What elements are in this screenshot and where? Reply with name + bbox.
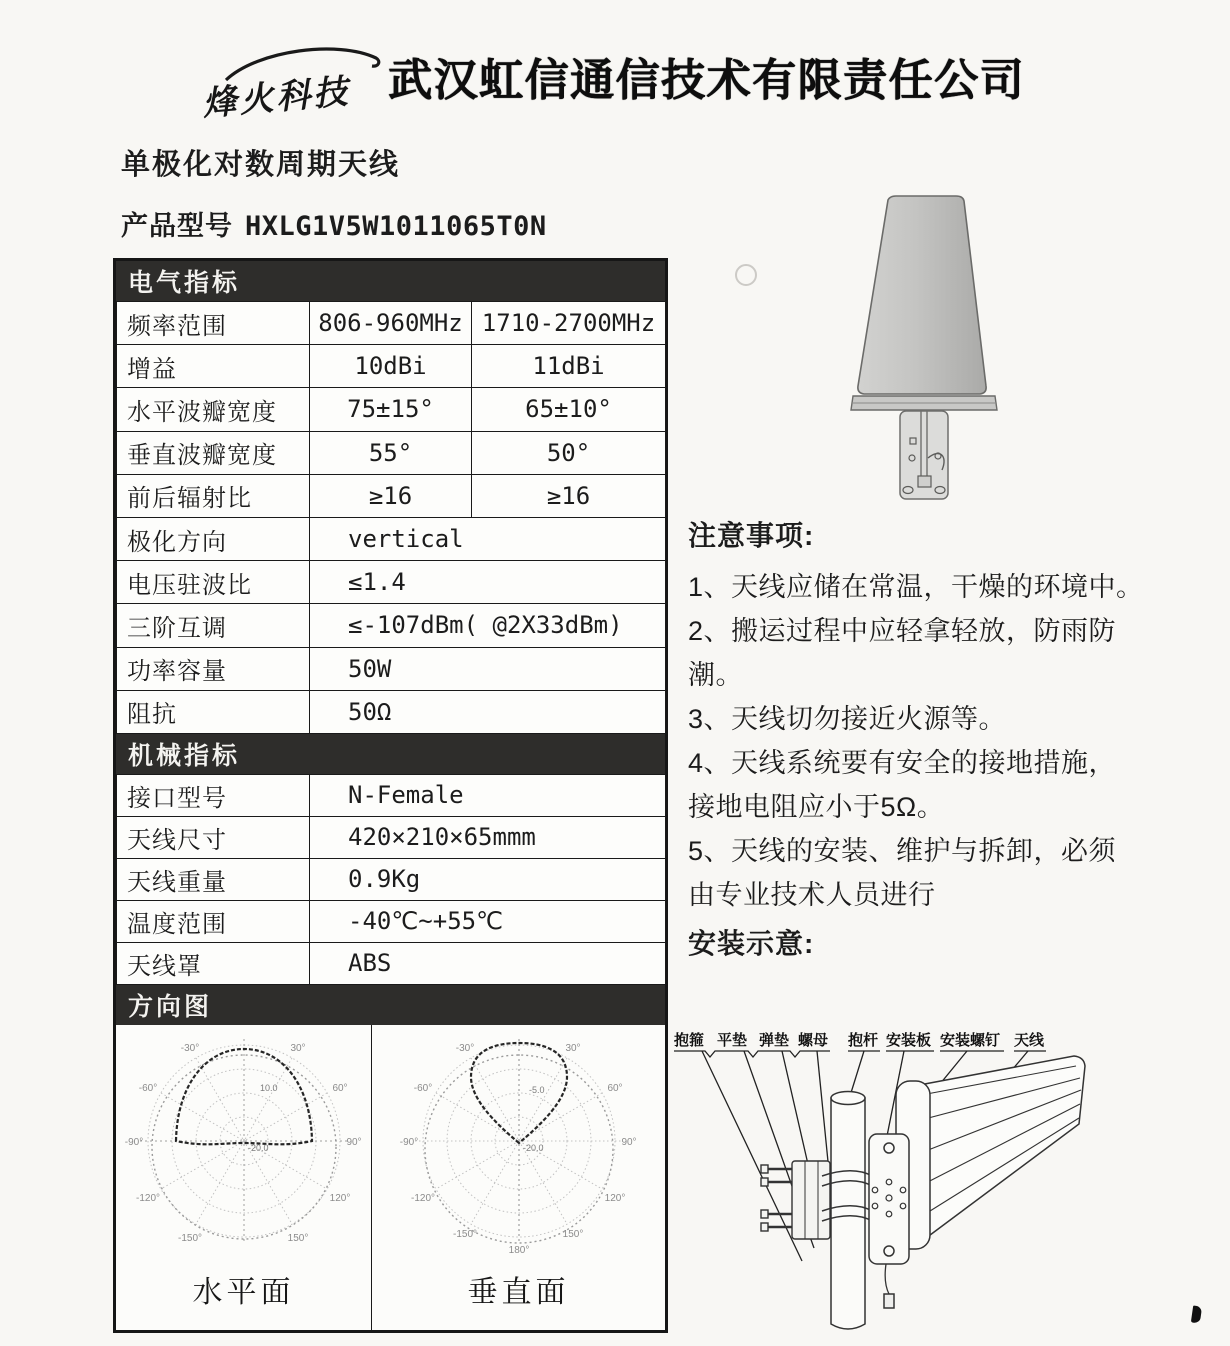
label-clamp: 抱箍 <box>674 1032 705 1049</box>
spec-value: -40℃~+55℃ <box>310 900 666 942</box>
label-antenna: 天线 <box>1014 1032 1045 1049</box>
spec-label: 功率容量 <box>117 647 310 690</box>
spec-value-low: 55° <box>310 431 472 474</box>
spec-label: 温度范围 <box>117 900 310 942</box>
spec-value: 50W <box>310 647 666 690</box>
angle-label: 30° <box>564 1042 581 1054</box>
label-flat-washer: 平垫 <box>717 1032 748 1049</box>
angle-label: 150° <box>287 1232 308 1244</box>
angle-label: 60° <box>331 1082 348 1094</box>
spec-value-low: 75±15° <box>310 388 472 431</box>
section-header-mechanical: 机械指标 <box>116 734 665 774</box>
feed-line <box>885 1264 889 1294</box>
angle-label: -90° <box>124 1136 143 1148</box>
spec-value-high: 1710-2700MHz <box>472 302 666 345</box>
table-row <box>117 647 666 690</box>
spec-value-high: ≥16 <box>472 474 666 517</box>
table-row <box>117 816 666 858</box>
table-row <box>117 942 666 984</box>
angle-label: 120° <box>329 1192 350 1204</box>
angle-label: -150° <box>452 1228 477 1240</box>
angle-label: -150° <box>177 1232 202 1244</box>
angle-label: 90° <box>620 1136 637 1148</box>
table-row <box>117 604 666 647</box>
table-row <box>117 900 666 942</box>
radial-label: -20.0 <box>247 1142 269 1153</box>
install-title: 安装示意: <box>688 928 815 959</box>
product-title: 单极化对数周期天线 <box>121 149 401 181</box>
vertical-pattern-plot <box>395 1031 643 1265</box>
angle-label: 120° <box>604 1192 625 1204</box>
radiation-pattern-charts <box>116 1025 665 1330</box>
note-line: 潮。 <box>688 659 743 690</box>
spec-value-high: 65±10° <box>472 388 666 431</box>
electrical-spec-table <box>116 301 666 734</box>
spec-value: ≤1.4 <box>310 561 666 604</box>
company-logo <box>198 40 388 124</box>
table-row <box>117 561 666 604</box>
angle-label: -60° <box>138 1082 157 1094</box>
table-row <box>117 431 666 474</box>
radial-label: -20.0 <box>522 1142 544 1153</box>
spec-value: ≤-107dBm( @2X33dBm) <box>310 604 666 647</box>
angle-label: -120° <box>135 1192 160 1204</box>
table-row <box>117 302 666 345</box>
label-pole: 抱杆 <box>848 1032 879 1049</box>
section-header-pattern: 方向图 <box>116 985 665 1025</box>
spec-value-low: 10dBi <box>310 345 472 388</box>
antenna-front-view <box>838 190 1018 520</box>
spec-value: N-Female <box>310 774 666 816</box>
note-line: 1、天线应储在常温，干燥的环境中。 <box>688 571 1144 602</box>
installation-diagram <box>672 1026 1220 1342</box>
note-line: 4、天线系统要有安全的接地措施， <box>688 747 1117 778</box>
spec-value: vertical <box>310 517 666 560</box>
antenna-side-view <box>896 1056 1085 1249</box>
table-row <box>117 774 666 816</box>
notes-title: 注意事项: <box>688 520 815 551</box>
scan-artifact-stamp <box>735 264 757 286</box>
label-mount-screw: 安装螺钉 <box>940 1032 1001 1049</box>
spec-label: 天线罩 <box>117 942 310 984</box>
spec-value: ABS <box>310 942 666 984</box>
secondary-pattern-curve <box>152 1055 336 1239</box>
angle-label: 60° <box>606 1082 623 1094</box>
angle-label: -90° <box>399 1136 418 1148</box>
note-line: 3、天线切勿接近火源等。 <box>688 703 1007 734</box>
vertical-pattern-cell <box>372 1025 665 1330</box>
vertical-pattern-caption: 垂直面 <box>467 1275 570 1309</box>
angle-label: -30° <box>180 1042 199 1054</box>
company-name: 武汉虹信通信技术有限责任公司 <box>388 56 1025 105</box>
angle-label: 180° <box>508 1244 529 1256</box>
spec-label: 天线重量 <box>117 858 310 900</box>
horizontal-pattern-cell <box>116 1025 372 1330</box>
spec-label: 电压驻波比 <box>117 561 310 604</box>
notes-section <box>688 514 1200 962</box>
angle-label: 30° <box>289 1042 306 1054</box>
spec-value-high: 11dBi <box>472 345 666 388</box>
note-line: 2、搬运过程中应轻拿轻放，防雨防 <box>688 615 1117 646</box>
label-mount-plate: 安装板 <box>886 1032 932 1049</box>
horizontal-pattern-plot <box>120 1031 368 1265</box>
connector <box>918 476 931 487</box>
table-row <box>117 474 666 517</box>
product-model-row <box>121 204 547 243</box>
note-line: 5、天线的安装、维护与拆卸，必须 <box>688 835 1117 866</box>
mounting-pole <box>831 1092 865 1330</box>
angle-label: 150° <box>562 1228 583 1240</box>
radial-label: -5.0 <box>528 1084 545 1095</box>
horizontal-pattern-caption: 水平面 <box>192 1275 295 1309</box>
spec-box <box>113 258 668 1333</box>
model-value: HXLG1V5W1011065T0N <box>245 211 547 242</box>
table-row <box>117 345 666 388</box>
spec-label: 阻抗 <box>117 690 310 733</box>
radome-shape <box>858 196 986 394</box>
note-line: 接地电阻应小于5Ω。 <box>688 791 945 822</box>
spec-value-high: 50° <box>472 431 666 474</box>
spec-value: 420×210×65mmm <box>310 816 666 858</box>
section-header-electrical: 电气指标 <box>116 261 665 301</box>
angle-label: -30° <box>455 1042 474 1054</box>
mounting-plate <box>869 1134 909 1308</box>
spec-label: 增益 <box>117 345 310 388</box>
spec-value: 0.9Kg <box>310 858 666 900</box>
table-row <box>117 690 666 733</box>
spec-label: 天线尺寸 <box>117 816 310 858</box>
logo-text: 烽火科技 <box>200 71 352 125</box>
spec-label: 三阶互调 <box>117 604 310 647</box>
label-spring-washer: 弹垫 <box>759 1032 790 1049</box>
spec-label: 接口型号 <box>117 774 310 816</box>
main-lobe-curve <box>471 1043 567 1143</box>
spec-value-low: 806-960MHz <box>310 302 472 345</box>
angle-label: -60° <box>413 1082 432 1094</box>
spec-label: 前后辐射比 <box>117 474 310 517</box>
spec-value: 50Ω <box>310 690 666 733</box>
label-nut: 螺母 <box>798 1032 829 1049</box>
table-row <box>117 388 666 431</box>
note-line: 由专业技术人员进行 <box>688 879 936 910</box>
spec-label: 频率范围 <box>117 302 310 345</box>
table-row <box>117 858 666 900</box>
radial-label: 10.0 <box>259 1082 278 1093</box>
spec-label: 垂直波瓣宽度 <box>117 431 310 474</box>
spec-label: 极化方向 <box>117 517 310 560</box>
angle-label: 90° <box>345 1136 362 1148</box>
table-row <box>117 517 666 560</box>
spec-label: 水平波瓣宽度 <box>117 388 310 431</box>
connector <box>884 1294 894 1308</box>
model-label: 产品型号 <box>121 211 233 241</box>
spec-value-low: ≥16 <box>310 474 472 517</box>
angle-label: -120° <box>410 1192 435 1204</box>
mechanical-spec-table <box>116 774 666 985</box>
